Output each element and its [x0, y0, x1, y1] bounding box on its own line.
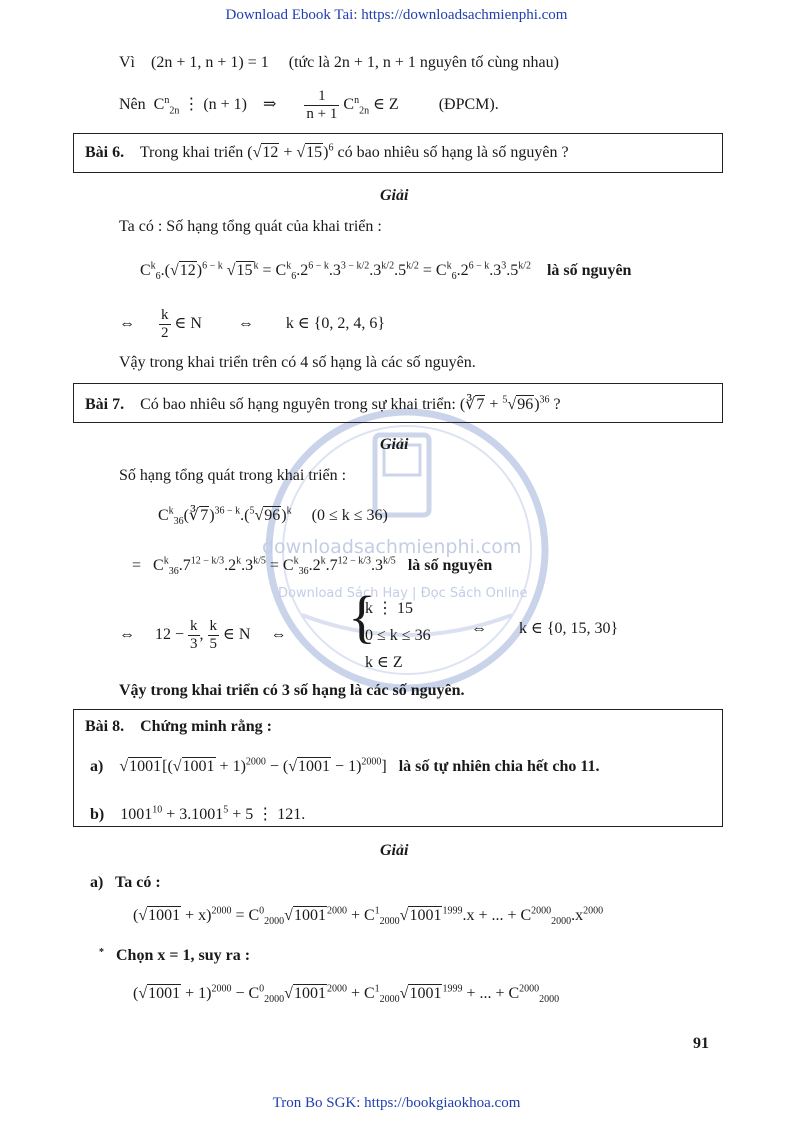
bai7-s3: = $C^k_{36}.7^{12 - k/3}.2^k.3^{k/5} = C^k_{36}.2^k.7^{12 - k/3}.3^{k/5}$ là số nguyên — [132, 555, 493, 578]
iff-symbol: ⇔ — [471, 620, 487, 637]
text: + 3.1001 — [166, 806, 224, 823]
text: 1 — [304, 88, 339, 106]
text: n + 1 — [306, 106, 338, 122]
bai7-s4-right — [471, 618, 618, 638]
watermark-tagline: Download Sách Hay | Đọc Sách Online — [278, 586, 528, 601]
text: k ∈ {0, 15, 30} — [519, 620, 619, 637]
text: a) — [90, 874, 104, 891]
text: 0 ≤ k ≤ 36 — [365, 627, 431, 644]
text: Chứng minh rằng : — [140, 718, 272, 735]
text: Nên — [119, 96, 146, 114]
bai8-a: a) $√1001[(√1001 + 1)^{2000} - (√1001 - 1)^{2000}]$ là số tự nhiên chia hết cho 11. — [90, 756, 600, 775]
text: b) — [90, 806, 105, 823]
bai8-choose — [99, 947, 250, 965]
bai7-system — [365, 595, 431, 676]
bai8-ans-a-formula: $(√1001 + x)^{2000} = C^0_{2000}√1001^{2000} + C^1_{2000}√1001^{1999}.x$ + ... + $C^{2000}_{2000}.x^{2000}$ — [133, 905, 604, 928]
text: Ta có : — [115, 874, 161, 891]
header-link[interactable]: Download Ebook Tai: https://downloadsachmienphi.com — [225, 7, 568, 23]
top-line-1 — [119, 54, 559, 72]
text: 2n — [359, 105, 370, 117]
text: a) — [90, 758, 104, 775]
text: k ∈ Z — [365, 654, 403, 671]
text: Chọn x = 1, suy ra : — [116, 947, 251, 964]
text: là số nguyên — [407, 557, 493, 574]
text: ∈ N — [223, 626, 251, 644]
system-brace: { — [348, 584, 376, 649]
bai6-conclusion: Vậy trong khai triển trên có 4 số hạng là các số nguyên. — [119, 354, 476, 371]
text: 2n — [169, 105, 180, 117]
iff-symbol: ⇔ — [270, 626, 287, 644]
bai8-ans-b-formula: $(√1001 + 1)^{2000} - C^0_{2000}√1001^{2000} + C^1_{2000}√1001^{1999}$ + ... + $C^{2000}_{2000}$ — [133, 983, 560, 1006]
fraction — [304, 88, 339, 123]
bai7-s1: Số hạng tổng quát trong khai triển : — [119, 467, 347, 484]
bai6-label: Bài 6. — [85, 144, 125, 161]
bai8-label: Bài 8. — [85, 718, 125, 735]
text: (0 ≤ k ≤ 36) — [311, 507, 388, 524]
text: C — [153, 96, 165, 114]
iff-symbol: ⇔ — [119, 626, 135, 644]
bai6-giai: Giải — [380, 187, 409, 204]
implies-symbol: ⇒ — [263, 96, 277, 114]
top-line-2 — [119, 88, 499, 123]
footer-link[interactable]: Tron Bo SGK: https://bookgiaokhoa.com — [272, 1095, 521, 1111]
text: (ĐPCM). — [438, 96, 499, 114]
text: (2n + 1, n + 1) = 1 — [151, 54, 269, 71]
text: k ∈ {0, 2, 4, 6} — [285, 315, 386, 333]
text: Vì — [119, 54, 135, 71]
bai6-s1: Ta có : Số hạng tổng quát của khai triển : — [119, 218, 382, 235]
bai7-giai: Giải — [380, 436, 409, 453]
text: ∈ N — [174, 315, 202, 333]
fraction: $\frac{k}{3}$ — [190, 618, 198, 652]
iff-symbol: ⇔ — [237, 315, 254, 333]
text: 1001 — [120, 806, 153, 823]
text: Trong khai triển — [139, 144, 244, 161]
text: + 5 ⋮ 121. — [232, 806, 306, 823]
fraction: $\frac{k}{2}$ — [161, 307, 169, 341]
text: (tức là 2n + 1, n + 1 nguyên tố cùng nhau) — [288, 54, 559, 71]
bai6-question: Bài 6. Trong khai triển $(√12 + √15)^6$ có bao nhiêu số hạng là số nguyên ? — [85, 142, 569, 161]
bai7-s4: ⇔ 12 − $\frac{k}{3}$ , $\frac{k}{5}$ ∈ N ⇔ — [119, 618, 287, 652]
text: là số tự nhiên chia hết cho 11. — [398, 758, 600, 775]
text: ? — [553, 396, 561, 413]
page-number: 91 — [693, 1035, 709, 1052]
bai8-prompt-line — [85, 718, 272, 736]
bai7-label: Bài 7. — [85, 396, 125, 413]
text: k ⋮ 15 — [365, 600, 413, 617]
text: Có bao nhiêu số hạng nguyên trong sự khai triển: — [140, 396, 456, 413]
bai8-giai: Giải — [380, 842, 409, 859]
text: C — [343, 96, 355, 114]
text: n — [164, 94, 170, 106]
bai6-s2: $C^k_6.(√12)^{6 - k}$ $√15^k = C^k_6.2^{6 - k}.3^{3 - k/2}.3^{k/2}.5^{k/2} = C^k_6.2^{6 - k}.3^3.5^{k/2}$ là số nguyên — [140, 260, 632, 283]
bai7-conclusion: Vậy trong khai triển có 3 số hạng là các số nguyên. — [119, 682, 465, 699]
text: ∈ Z — [373, 96, 399, 114]
text: ⋮ (n + 1) — [183, 96, 248, 114]
text: có bao nhiêu số hạng là số nguyên ? — [337, 144, 569, 161]
text: là số nguyên — [546, 262, 632, 279]
bai8-b: b) $1001^{10} + 3.1001^5 + 5$ ⋮ 121. — [90, 804, 306, 823]
text: n — [354, 94, 360, 106]
iff-symbol: ⇔ — [119, 315, 135, 333]
bai7-s2: $C^k_{36}(∛7)^{36 - k}.(^5√96)^k$ (0 ≤ k ≤ 36) — [158, 505, 388, 528]
watermark-site: downloadsachmienphi.com — [262, 536, 522, 558]
bullet-icon: * — [99, 947, 104, 958]
fraction: $\frac{k}{5}$ — [209, 618, 218, 652]
bai8-ans-a — [90, 874, 161, 892]
bai7-question: Bài 7. Có bao nhiêu số hạng nguyên trong sự khai triển: (∛7 + $^5$√96)$^{36}$ ? — [85, 394, 561, 413]
bai6-s3 — [119, 307, 385, 342]
